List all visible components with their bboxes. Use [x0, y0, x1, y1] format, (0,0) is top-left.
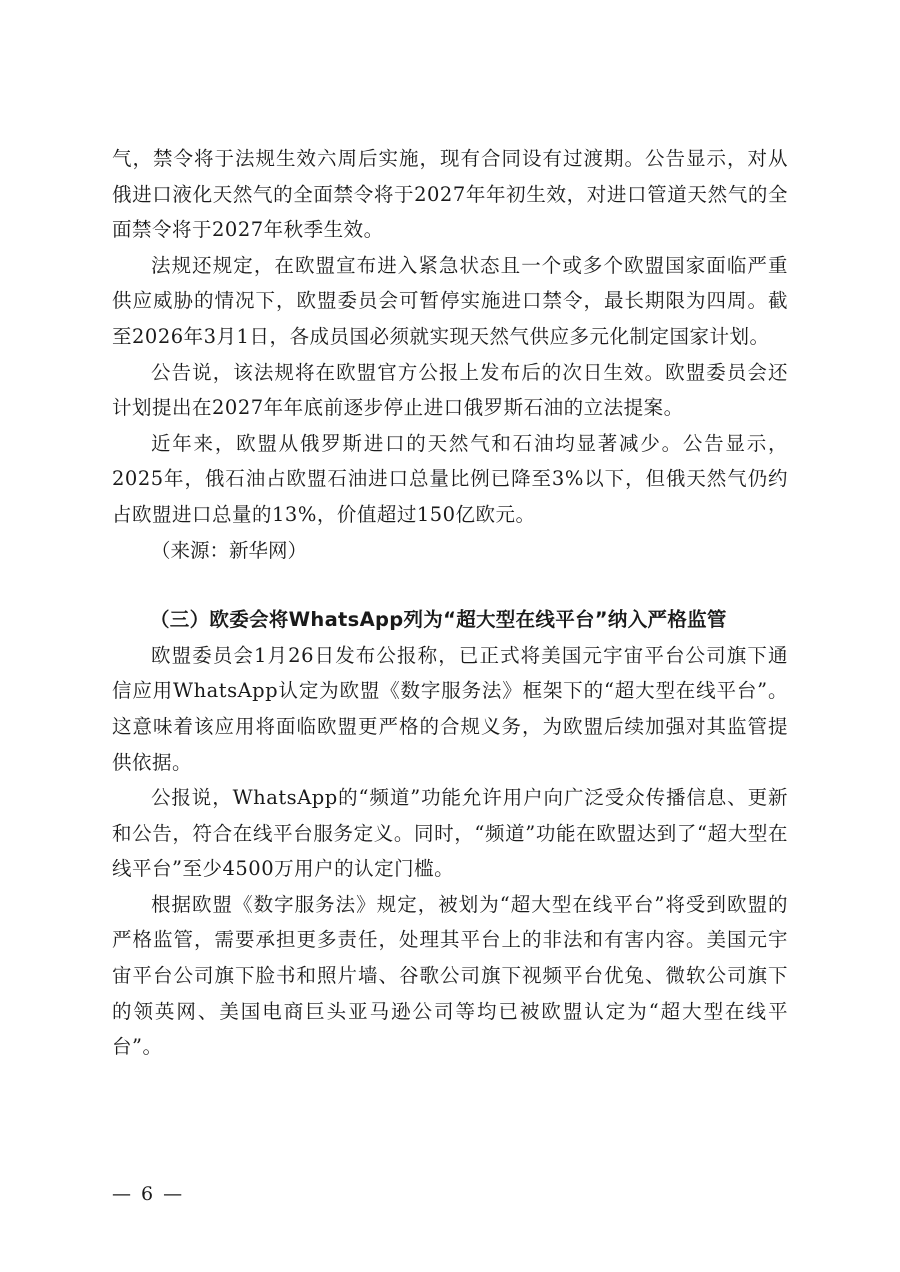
paragraph-6: 公报说，WhatsApp的“频道”功能允许用户向广泛受众传播信息、更新和公告，符合在线平台服务定义。同时，“频道”功能在欧盟达到了“超大型在线平台”至少4500万用户的认定门槛。: [112, 786, 788, 881]
paragraph-5: 欧盟委员会1月26日发布公报称，已正式将美国元宇宙平台公司旗下通信应用WhatsApp认定为欧盟《数字服务法》框架下的“超大型在线平台”。这意味着该应用将面临欧盟更严格的合规义务，为欧盟后续加强对其监管提供依据。: [112, 643, 788, 774]
paragraph-2: 法规还规定，在欧盟宣布进入紧急状态且一个或多个欧盟国家面临严重供应威胁的情况下，欧盟委员会可暂停实施进口禁令，最长期限为四周。截至2026年3月1日，各成员国必须就实现天然气供应多元化制定国家计划。: [112, 253, 788, 348]
paragraph-4: 近年来，欧盟从俄罗斯进口的天然气和石油均显著减少。公告显示，2025年，俄石油占欧盟石油进口总量比例已降至3%以下，但俄天然气仍约占欧盟进口总量的13%，价值超过150亿欧元。: [112, 431, 788, 526]
source-note: （来源：新华网）: [151, 538, 308, 562]
paragraph-1: 气，禁令将于法规生效六周后实施，现有合同设有过渡期。公告显示，对从俄进口液化天然气的全面禁令将于2027年年初生效，对进口管道天然气的全面禁令将于2027年秋季生效。: [112, 147, 788, 242]
section-heading: （三）欧委会将WhatsApp列为“超大型在线平台”纳入严格监管: [150, 608, 727, 632]
paragraph-7: 根据欧盟《数字服务法》规定，被划为“超大型在线平台”将受到欧盟的严格监管，需要承担更多责任，处理其平台上的非法和有害内容。美国元宇宙平台公司旗下脸书和照片墙、谷歌公司旗下视频平台优兔、微软公司旗下的领英网、美国电商巨头亚马逊公司等均已被欧盟认定为“超大型在线平台”。: [112, 892, 788, 1059]
paragraph-3: 公告说，该法规将在欧盟官方公报上发布后的次日生效。欧盟委员会还计划提出在2027年年底前逐步停止进口俄罗斯石油的立法提案。: [112, 360, 788, 420]
page-number: — 6 —: [112, 1183, 185, 1205]
document-body: [112, 141, 788, 1065]
